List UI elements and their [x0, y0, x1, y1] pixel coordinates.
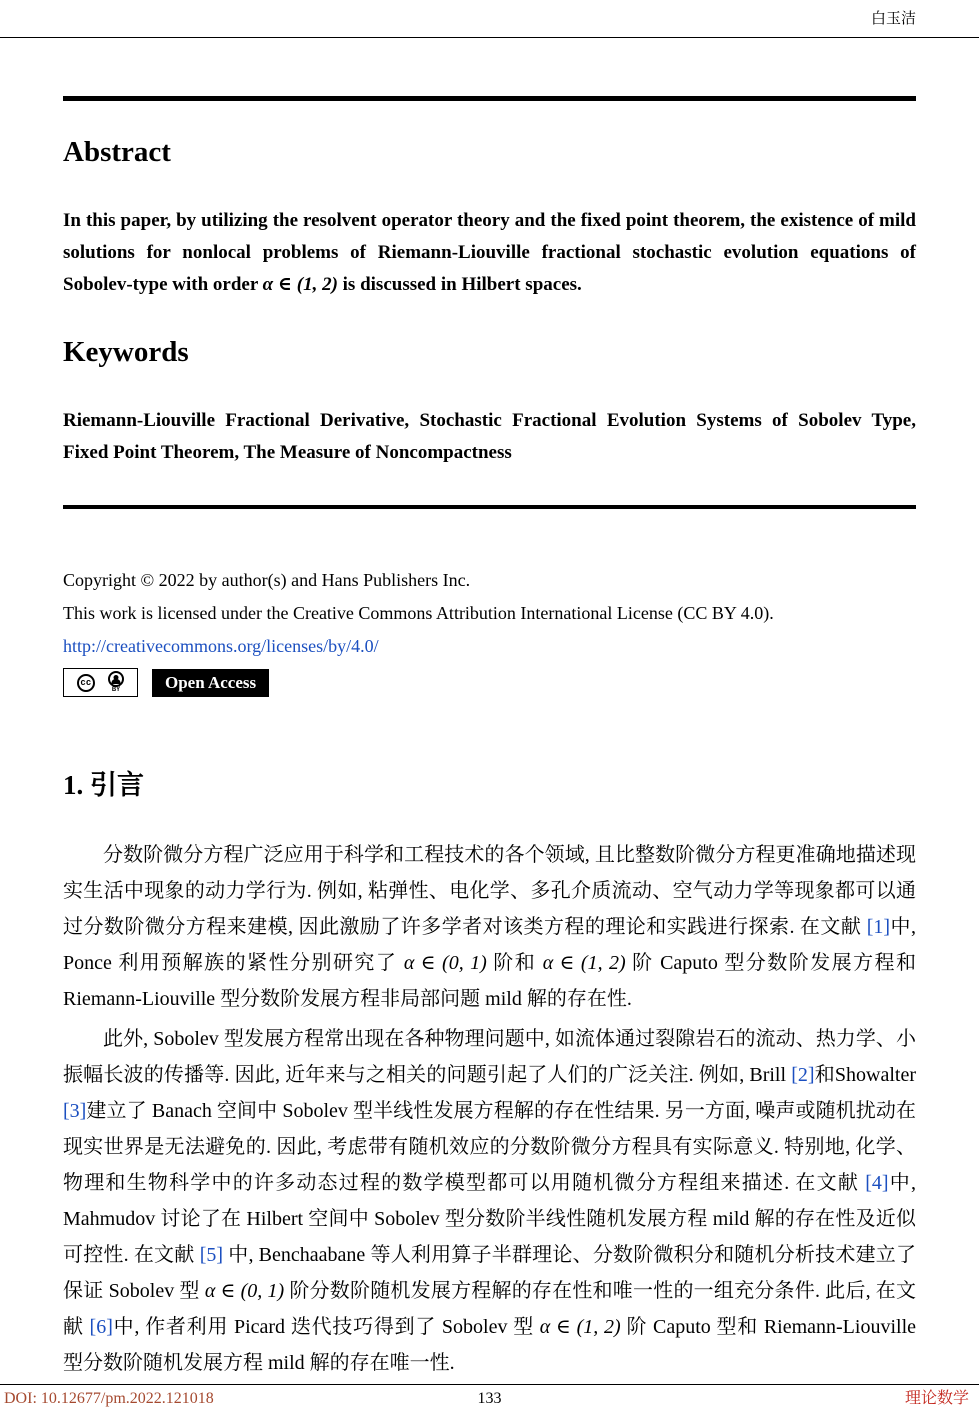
- doi-link[interactable]: DOI: 10.12677/pm.2022.121018: [4, 1390, 214, 1407]
- text-segment: 中, 作者利用 Picard 迭代技巧得到了 Sobolev 型: [112, 1316, 540, 1338]
- text-segment: is discussed in Hilbert spaces.: [337, 274, 582, 295]
- abstract-top-rule: [63, 96, 916, 101]
- text-segment: 中, Mahmudov 讨论了在 Hilbert 空间中 Sobolev 型分数阶半线性随机发展方程 mild 解的存在性及近似可控性. 在文献: [63, 1172, 917, 1266]
- intro-paragraph-2: [63, 1021, 916, 1381]
- copyright-line: Copyright © 2022 by author(s) and Hans Publishers Inc.: [63, 570, 471, 590]
- citation-3[interactable]: [3]: [63, 1100, 87, 1122]
- citation-4[interactable]: [4]: [865, 1172, 889, 1194]
- license-block: [63, 564, 916, 697]
- keywords-body: Riemann-Liouville Fractional Derivative, Stochastic Fractional Evolution Systems of Sobolev Type, Fixed Point Theorem, The Measure of Noncompactness: [63, 410, 916, 463]
- open-access-badge[interactable]: Open Access: [152, 669, 269, 697]
- text-segment: 和Showalter: [814, 1064, 917, 1086]
- citation-5[interactable]: [5]: [199, 1244, 224, 1266]
- citation-1[interactable]: [1]: [866, 916, 891, 938]
- math-range-12b: α ∈ (1, 2): [539, 1316, 621, 1338]
- text-segment: 分数阶微分方程广泛应用于科学和工程技术的各个领域, 且比整数阶微分方程更准确地描述现实生活中现象的动力学行为. 例如, 粘弹性、电化学、多孔介质流动、空气动力学等现象都可以通过分数阶微分方程来建模, 因此激励了许多学者对该类方程的理论和实践进行探索. 在文献: [63, 844, 916, 938]
- section-1-title: 1. 引言: [63, 770, 144, 800]
- citation-2[interactable]: [2]: [791, 1064, 815, 1086]
- text-segment: 中, Benchaabane 等人利用算子半群理论、分数阶微积分和随机分析技术建立了保证 Sobolev 型: [63, 1244, 916, 1302]
- math-order-range: α ∈ (1, 2): [262, 274, 338, 295]
- keywords-title: Keywords: [63, 336, 189, 368]
- citation-6[interactable]: [6]: [89, 1316, 113, 1338]
- keywords-bottom-rule: [63, 505, 916, 509]
- text-segment: 阶和: [486, 952, 543, 974]
- intro-paragraph-1: [63, 837, 916, 1017]
- page-footer: [0, 1384, 979, 1414]
- cc-license-line: This work is licensed under the Creative Commons Attribution International License (CC BY 4.0).: [63, 603, 774, 623]
- license-url-link[interactable]: http://creativecommons.org/licenses/by/4.0/: [63, 636, 379, 656]
- cc-by-badge[interactable]: [63, 668, 138, 697]
- math-range-01b: α ∈ (0, 1): [204, 1280, 285, 1302]
- text-segment: 阶分数阶随机发展方程解的存在性和唯一性的一组充分条件. 此后, 在文献: [63, 1280, 917, 1338]
- abstract-body: [63, 205, 916, 301]
- cc-by-attribution: [108, 671, 124, 694]
- page-number: 133: [477, 1390, 502, 1407]
- text-segment: 建立了 Banach 空间中 Sobolev 型半线性发展方程解的存在性结果. 另一方面, 噪声或随机扰动在现实世界是无法避免的. 因此, 考虑带有随机效应的分数阶微分方程具有实际意义. 特别地, 化学、物理和生物科学中的许多动态过程的数学模型都可以用随机微分方程组来描述. 在文献: [63, 1100, 916, 1194]
- journal-name-link[interactable]: 理论数学: [904, 1390, 969, 1407]
- math-range-01: α ∈ (0, 1): [403, 952, 487, 974]
- math-range-12: α ∈ (1, 2): [542, 952, 626, 974]
- cc-icon: cc: [77, 674, 95, 692]
- person-icon: [108, 671, 124, 687]
- text-segment: In this paper, by utilizing the resolvent operator theory and the fixed point theorem, the existence of mild solutions for nonlocal problems of Riemann-Liouville fractional stochastic evolution equations of Sobolev-type with order: [63, 210, 916, 295]
- by-label: BY: [111, 687, 121, 693]
- page-content: [0, 96, 979, 1381]
- text-segment: 中, Ponce 利用预解族的紧性分别研究了: [63, 916, 917, 974]
- header-author: 白玉洁: [870, 11, 916, 27]
- running-head: [0, 0, 979, 38]
- text-segment: 阶 Caputo 型分数阶发展方程和 Riemann-Liouville 型分数阶发展方程非局部问题 mild 解的存在性.: [63, 952, 917, 1010]
- abstract-title: Abstract: [63, 136, 171, 168]
- license-badges: [63, 668, 916, 697]
- text-segment: 此外, Sobolev 型发展方程常出现在各种物理问题中, 如流体通过裂隙岩石的流动、热力学、小振幅长波的传播等. 因此, 近年来与之相关的问题引起了人们的广泛关注. 例如, Brill: [63, 1028, 916, 1086]
- text-segment: 阶 Caputo 型和 Riemann-Liouville 型分数阶随机发展方程 mild 解的存在唯一性.: [63, 1316, 917, 1374]
